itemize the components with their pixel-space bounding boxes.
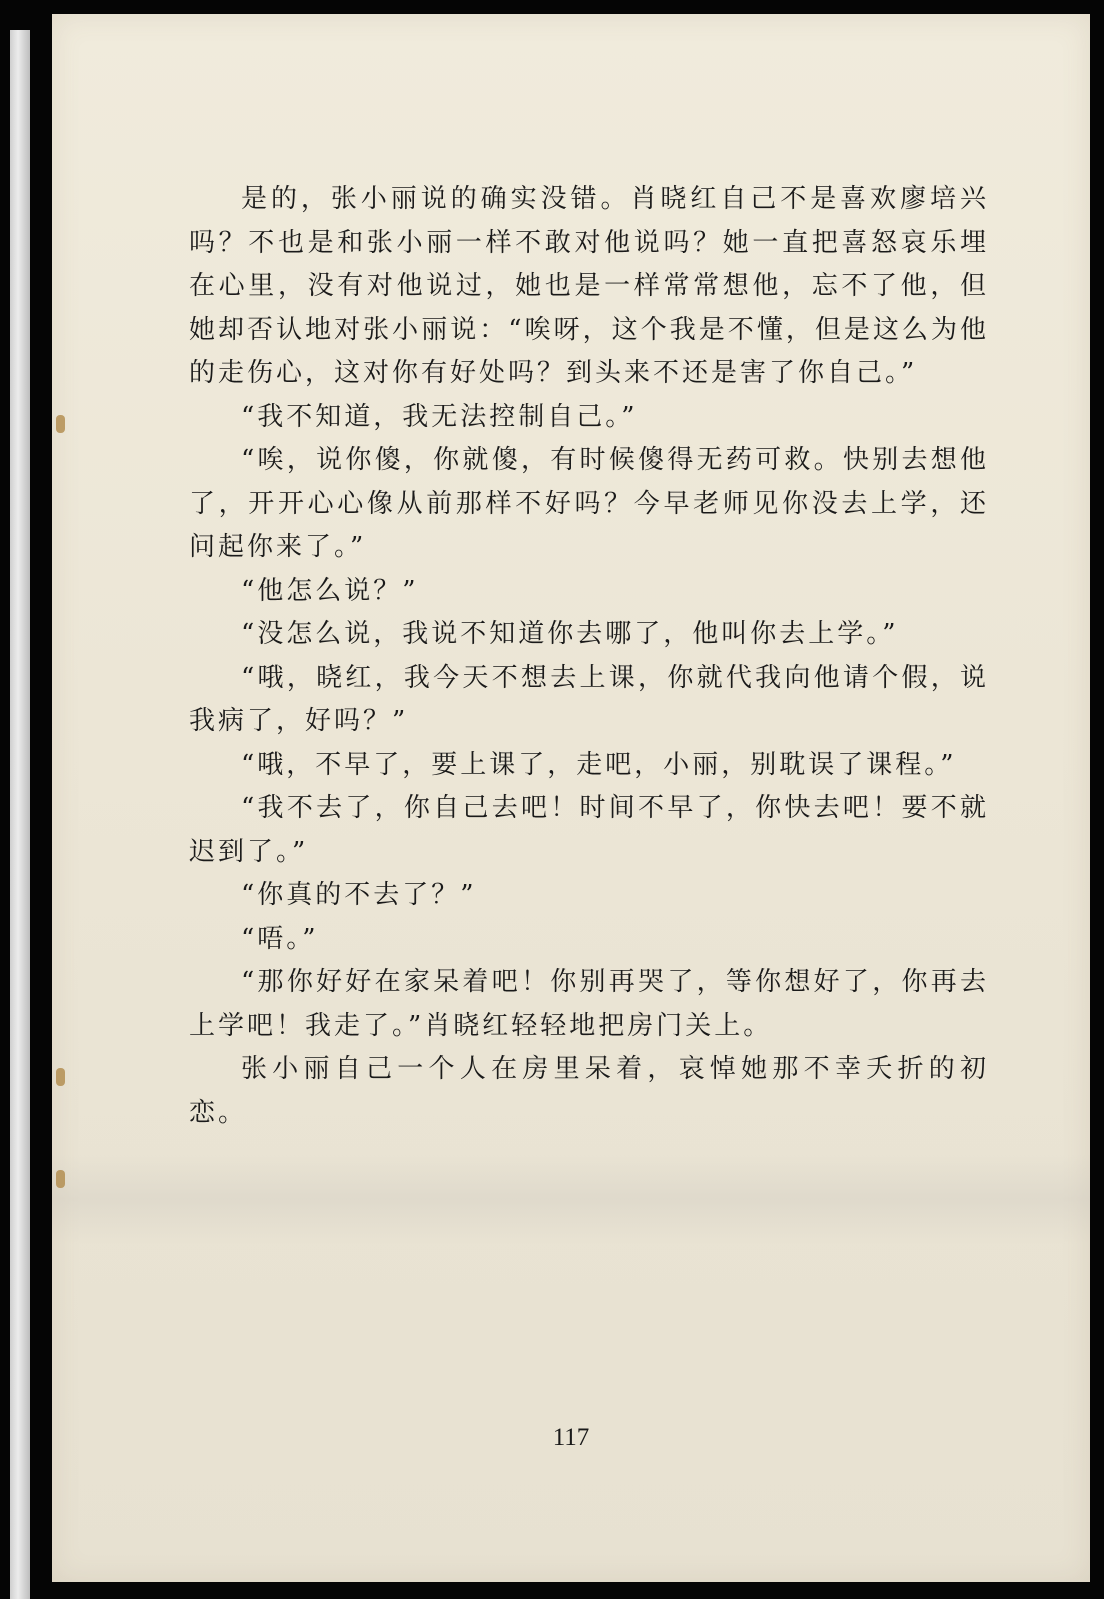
page-edge-stain [56,415,65,433]
body-text [189,178,989,1135]
paragraph: 是的，张小丽说的确实没错。肖晓红自己不是喜欢廖培兴吗？不也是和张小丽一样不敢对他说吗？她一直把喜怒哀乐埋在心里，没有对他说过，她也是一样常常想他，忘不了他，但她却否认地对张小丽说：“唉呀，这个我是不懂，但是这么为他的走伤心，这对你有好处吗？到头来不还是害了你自己。” [189,184,989,388]
paragraph: “我不知道，我无法控制自己。” [241,401,638,432]
paragraph: “哦，晓红，我今天不想去上课，你就代我向他请个假，说我病了，好吗？” [189,662,989,736]
paragraph: “那你好好在家呆着吧！你别再哭了，等你想好了，你再去上学吧！我走了。”肖晓红轻轻地把房门关上。 [189,967,989,1041]
paragraph: “我不去了，你自己去吧！时间不早了，你快去吧！要不就迟到了。” [189,793,989,867]
scanner-edge-strip [10,30,30,1599]
paragraph: “你真的不去了？” [241,880,477,910]
paragraph: “他怎么说？” [241,575,419,606]
page-edge-stain [56,1068,65,1086]
book-page [52,14,1090,1582]
paragraph: “唔。” [241,923,319,954]
paragraph: “没怎么说，我说不知道你去哪了，他叫你去上学。” [241,619,899,649]
paragraph: 张小丽自己一个人在房里呆着，哀悼她那不幸夭折的初恋。 [189,1054,989,1128]
paragraph: “哦，不早了，要上课了，走吧，小丽，别耽误了课程。” [241,749,957,780]
page-number: 117 [552,1424,590,1451]
paragraph: “唉，说你傻，你就傻，有时候傻得无药可救。快别去想他了，开开心心像从前那样不好吗？今早老师见你没去上学，还问起你来了。” [189,445,989,562]
page-edge-stain [56,1170,65,1188]
